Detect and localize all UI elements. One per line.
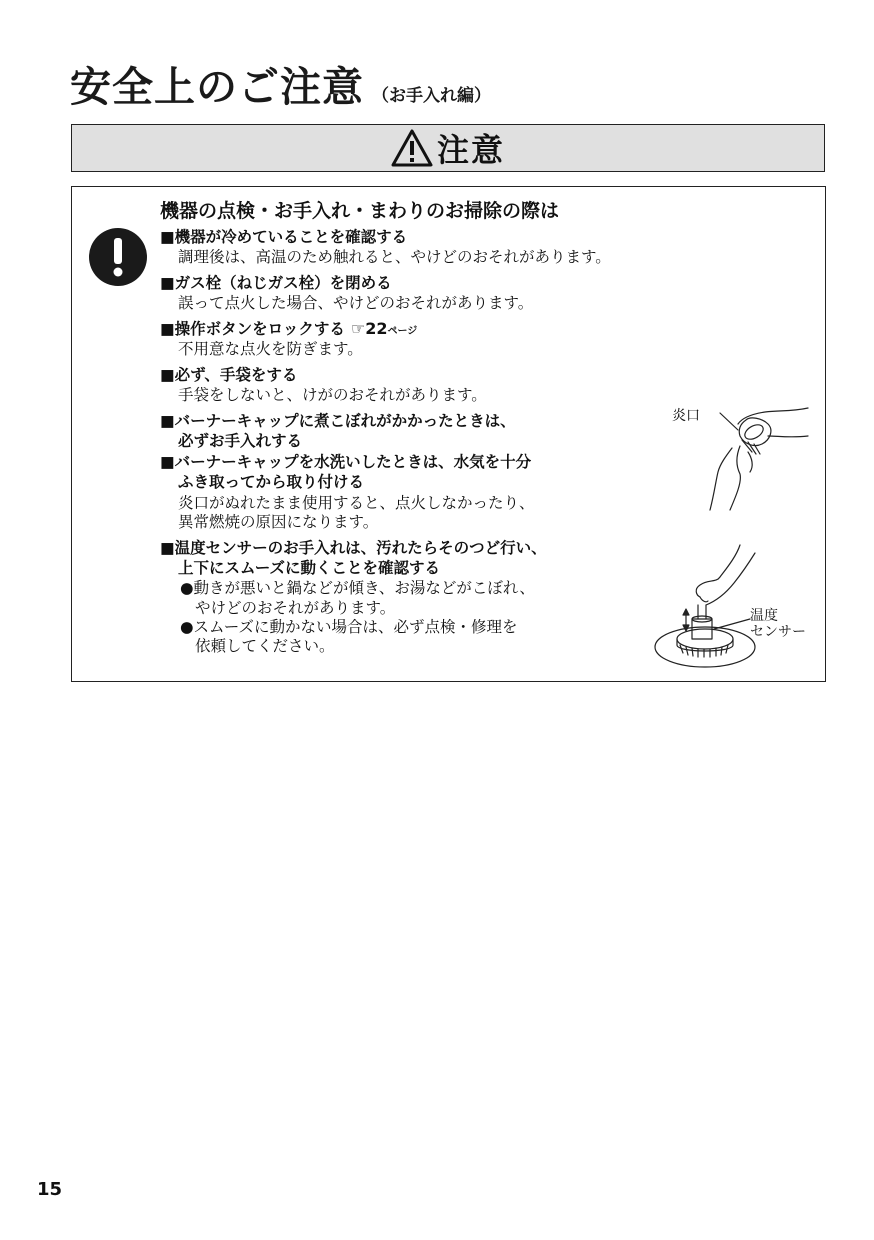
bullet-item-cont: 依頼してください。	[195, 637, 335, 655]
item-body: 不用意な点火を防ぎます。	[178, 340, 363, 358]
page-number: 15	[37, 1179, 63, 1200]
temperature-sensor-label	[750, 608, 806, 640]
item-body: 誤って点火した場合、やけどのおそれがあります。	[178, 294, 534, 312]
section-heading: 機器の点検・お手入れ・まわりのお掃除の際は	[160, 200, 560, 222]
item-heading: ■温度センサーのお手入れは、汚れたらそのつど行い、	[160, 539, 547, 557]
page-reference[interactable]	[351, 319, 417, 338]
item-body: 調理後は、高温のため触れると、やけどのおそれがあります。	[178, 248, 611, 266]
item-heading-cont: 上下にスムーズに動くことを確認する	[178, 559, 440, 577]
pointing-hand-icon: ☞	[350, 319, 366, 338]
exclamation-circle-icon	[88, 227, 148, 287]
item-heading-cont: ふき取ってから取り付ける	[178, 473, 365, 491]
item-body: 炎口がぬれたまま使用すると、点火しなかったり、	[178, 494, 535, 512]
burner-cap-cleaning-illustration	[690, 400, 815, 515]
item-heading: ■バーナーキャップに煮こぼれがかかったときは、	[160, 412, 516, 430]
bullet-item: ●動きが悪いと鍋などが傾き、お湯などがこぼれ、	[180, 579, 535, 597]
item-heading: ■機器が冷めていることを確認する	[160, 228, 408, 246]
temperature-sensor-illustration	[650, 535, 760, 675]
page-title	[70, 54, 491, 111]
bullet-item: ●スムーズに動かない場合は、必ず点検・修理を	[180, 618, 518, 636]
page-title-main: 安全上のご注意	[70, 63, 364, 111]
caution-banner	[71, 124, 825, 172]
sensor-label-line: センサー	[750, 624, 806, 640]
sensor-label-line: 温度	[750, 608, 778, 624]
ref-page-unit: ページ	[387, 326, 418, 337]
item-heading: ■ガス栓（ねじガス栓）を閉める	[160, 274, 392, 292]
page-title-sub: （お手入れ編）	[372, 86, 491, 106]
item-body: 手袋をしないと、けがのおそれがあります。	[178, 386, 487, 404]
caution-label: 注意	[436, 131, 505, 169]
ref-page-number: 22	[365, 319, 388, 338]
warning-triangle-icon	[391, 129, 433, 167]
item-heading: ■必ず、手袋をする	[160, 366, 298, 384]
item-body: 異常燃焼の原因になります。	[178, 513, 379, 531]
item-heading-cont: 必ずお手入れする	[178, 432, 303, 450]
item-heading: ■操作ボタンをロックする	[160, 320, 345, 338]
bullet-item-cont: やけどのおそれがあります。	[195, 599, 396, 617]
item-heading: ■バーナーキャップを水洗いしたときは、水気を十分	[160, 453, 532, 471]
burner-port-label: 炎口	[672, 408, 700, 424]
item-heading-with-ref	[160, 317, 417, 339]
